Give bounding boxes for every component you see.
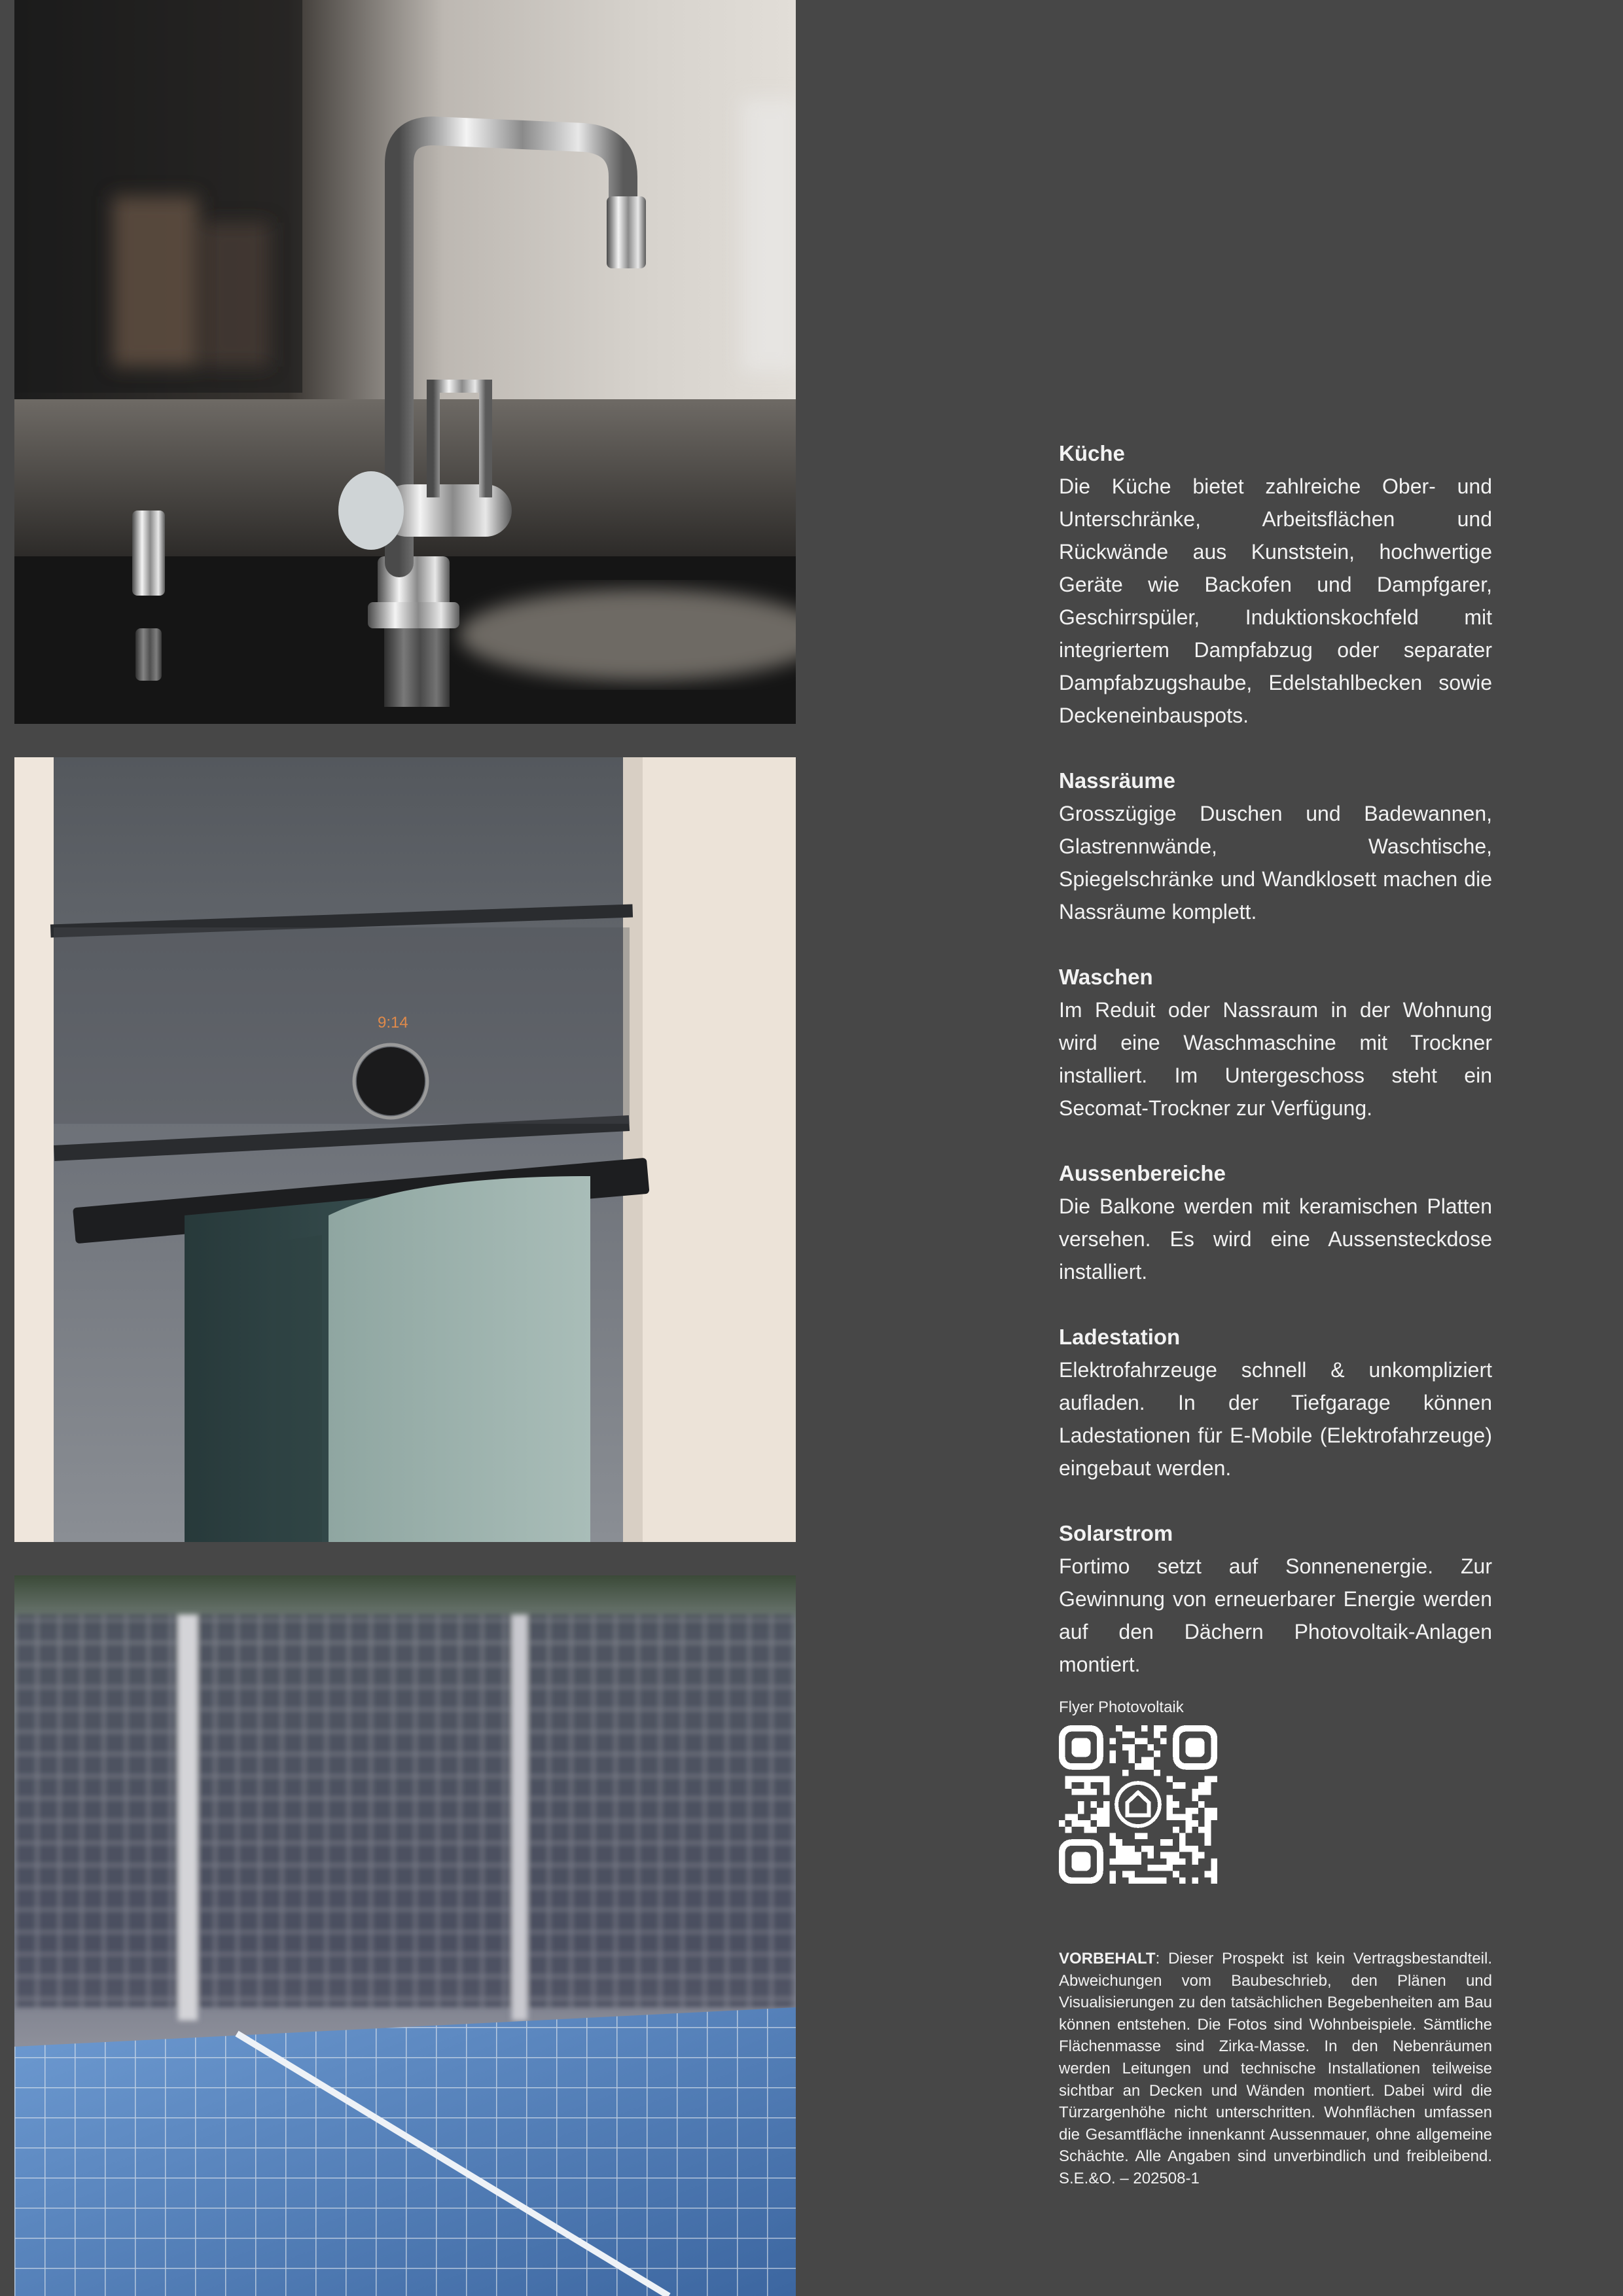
section-ladestation [1059, 1321, 1492, 1484]
kitchen-faucet-photo [14, 0, 796, 724]
disclaimer-label: VORBEHALT [1059, 1950, 1156, 1967]
section-title: Solarstrom [1059, 1521, 1173, 1545]
section-text: Elektrofahrzeuge schnell & unkompliziert aufladen. In der Tiefgarage können Ladestationen für E-Mobile (Elektrofahrzeuge) eingebaut werden. [1059, 1358, 1492, 1480]
section-title: Nassräume [1059, 768, 1175, 793]
svg-text:9:14: 9:14 [378, 1014, 408, 1031]
section-text: Die Küche bietet zahlreiche Ober- und Unterschränke, Arbeitsflächen und Rückwände aus Kunststein, hochwertige Geräte wie Backofen und Dampfgarer, Geschirrspüler, Induktionskochfeld mit integriertem Dampfabzug oder separater Dampfabzugshaube, Edelstahlbecken sowie Deckeneinbauspots. [1059, 475, 1492, 727]
section-waschen [1059, 961, 1492, 1124]
section-title: Waschen [1059, 965, 1153, 989]
section-solarstrom [1059, 1517, 1492, 1681]
section-text: Die Balkone werden mit keramischen Platten versehen. Es wird eine Aussensteckdose installiert. [1059, 1194, 1492, 1283]
solar-panels-photo [14, 1575, 796, 2296]
section-text: Grosszügige Duschen und Badewannen, Glastrennwände, Waschtische, Spiegelschränke und Wandklosett machen die Nassräume komplett. [1059, 802, 1492, 924]
section-title: Küche [1059, 441, 1125, 465]
section-title: Ladestation [1059, 1325, 1181, 1349]
section-aussenbereiche [1059, 1157, 1492, 1288]
section-title: Aussenbereiche [1059, 1161, 1226, 1185]
qr-code-block [1059, 1696, 1217, 1884]
section-kueche [1059, 437, 1492, 732]
section-nassraeume [1059, 764, 1492, 928]
disclaimer [1059, 1948, 1492, 2190]
qr-code-icon[interactable] [1059, 1725, 1217, 1884]
disclaimer-text: : Dieser Prospekt ist kein Vertragsbestandteil. Abweichungen vom Baubeschrieb, den Plänen und Visualisierungen zu den tatsächlichen Begebenheiten am Bau können entstehen. Die Fotos sind Wohnbeispiele. Sämtliche Flächenmasse sind Zirka-Masse. In den Nebenräumen werden Leitungen und technische Installationen teilweise sichtbar an Decken und Wänden montiert. Dabei wird die Türzargenhöhe nicht unterschritten. Wohnflächen umfassen die Gesamtfläche innenkannt Aussenmauer, ohne allgemeine Schächte. Alle Angaben sind unverbindlich und freibleibend. S.E.&O. – 202508-1 [1059, 1950, 1492, 2187]
oven-towel-photo [14, 757, 796, 1542]
section-text: Fortimo setzt auf Sonnenenergie. Zur Gewinnung von erneuerbarer Energie werden auf den Dächern Photovoltaik-Anlagen montiert. [1059, 1554, 1492, 1676]
section-text: Im Reduit oder Nassraum in der Wohnung wird eine Waschmaschine mit Trockner installiert. Im Untergeschoss steht ein Secomat-Trockner zur Verfügung. [1059, 998, 1492, 1120]
feature-text-column [1059, 437, 1492, 1713]
qr-label: Flyer Photovoltaik [1059, 1698, 1184, 1716]
